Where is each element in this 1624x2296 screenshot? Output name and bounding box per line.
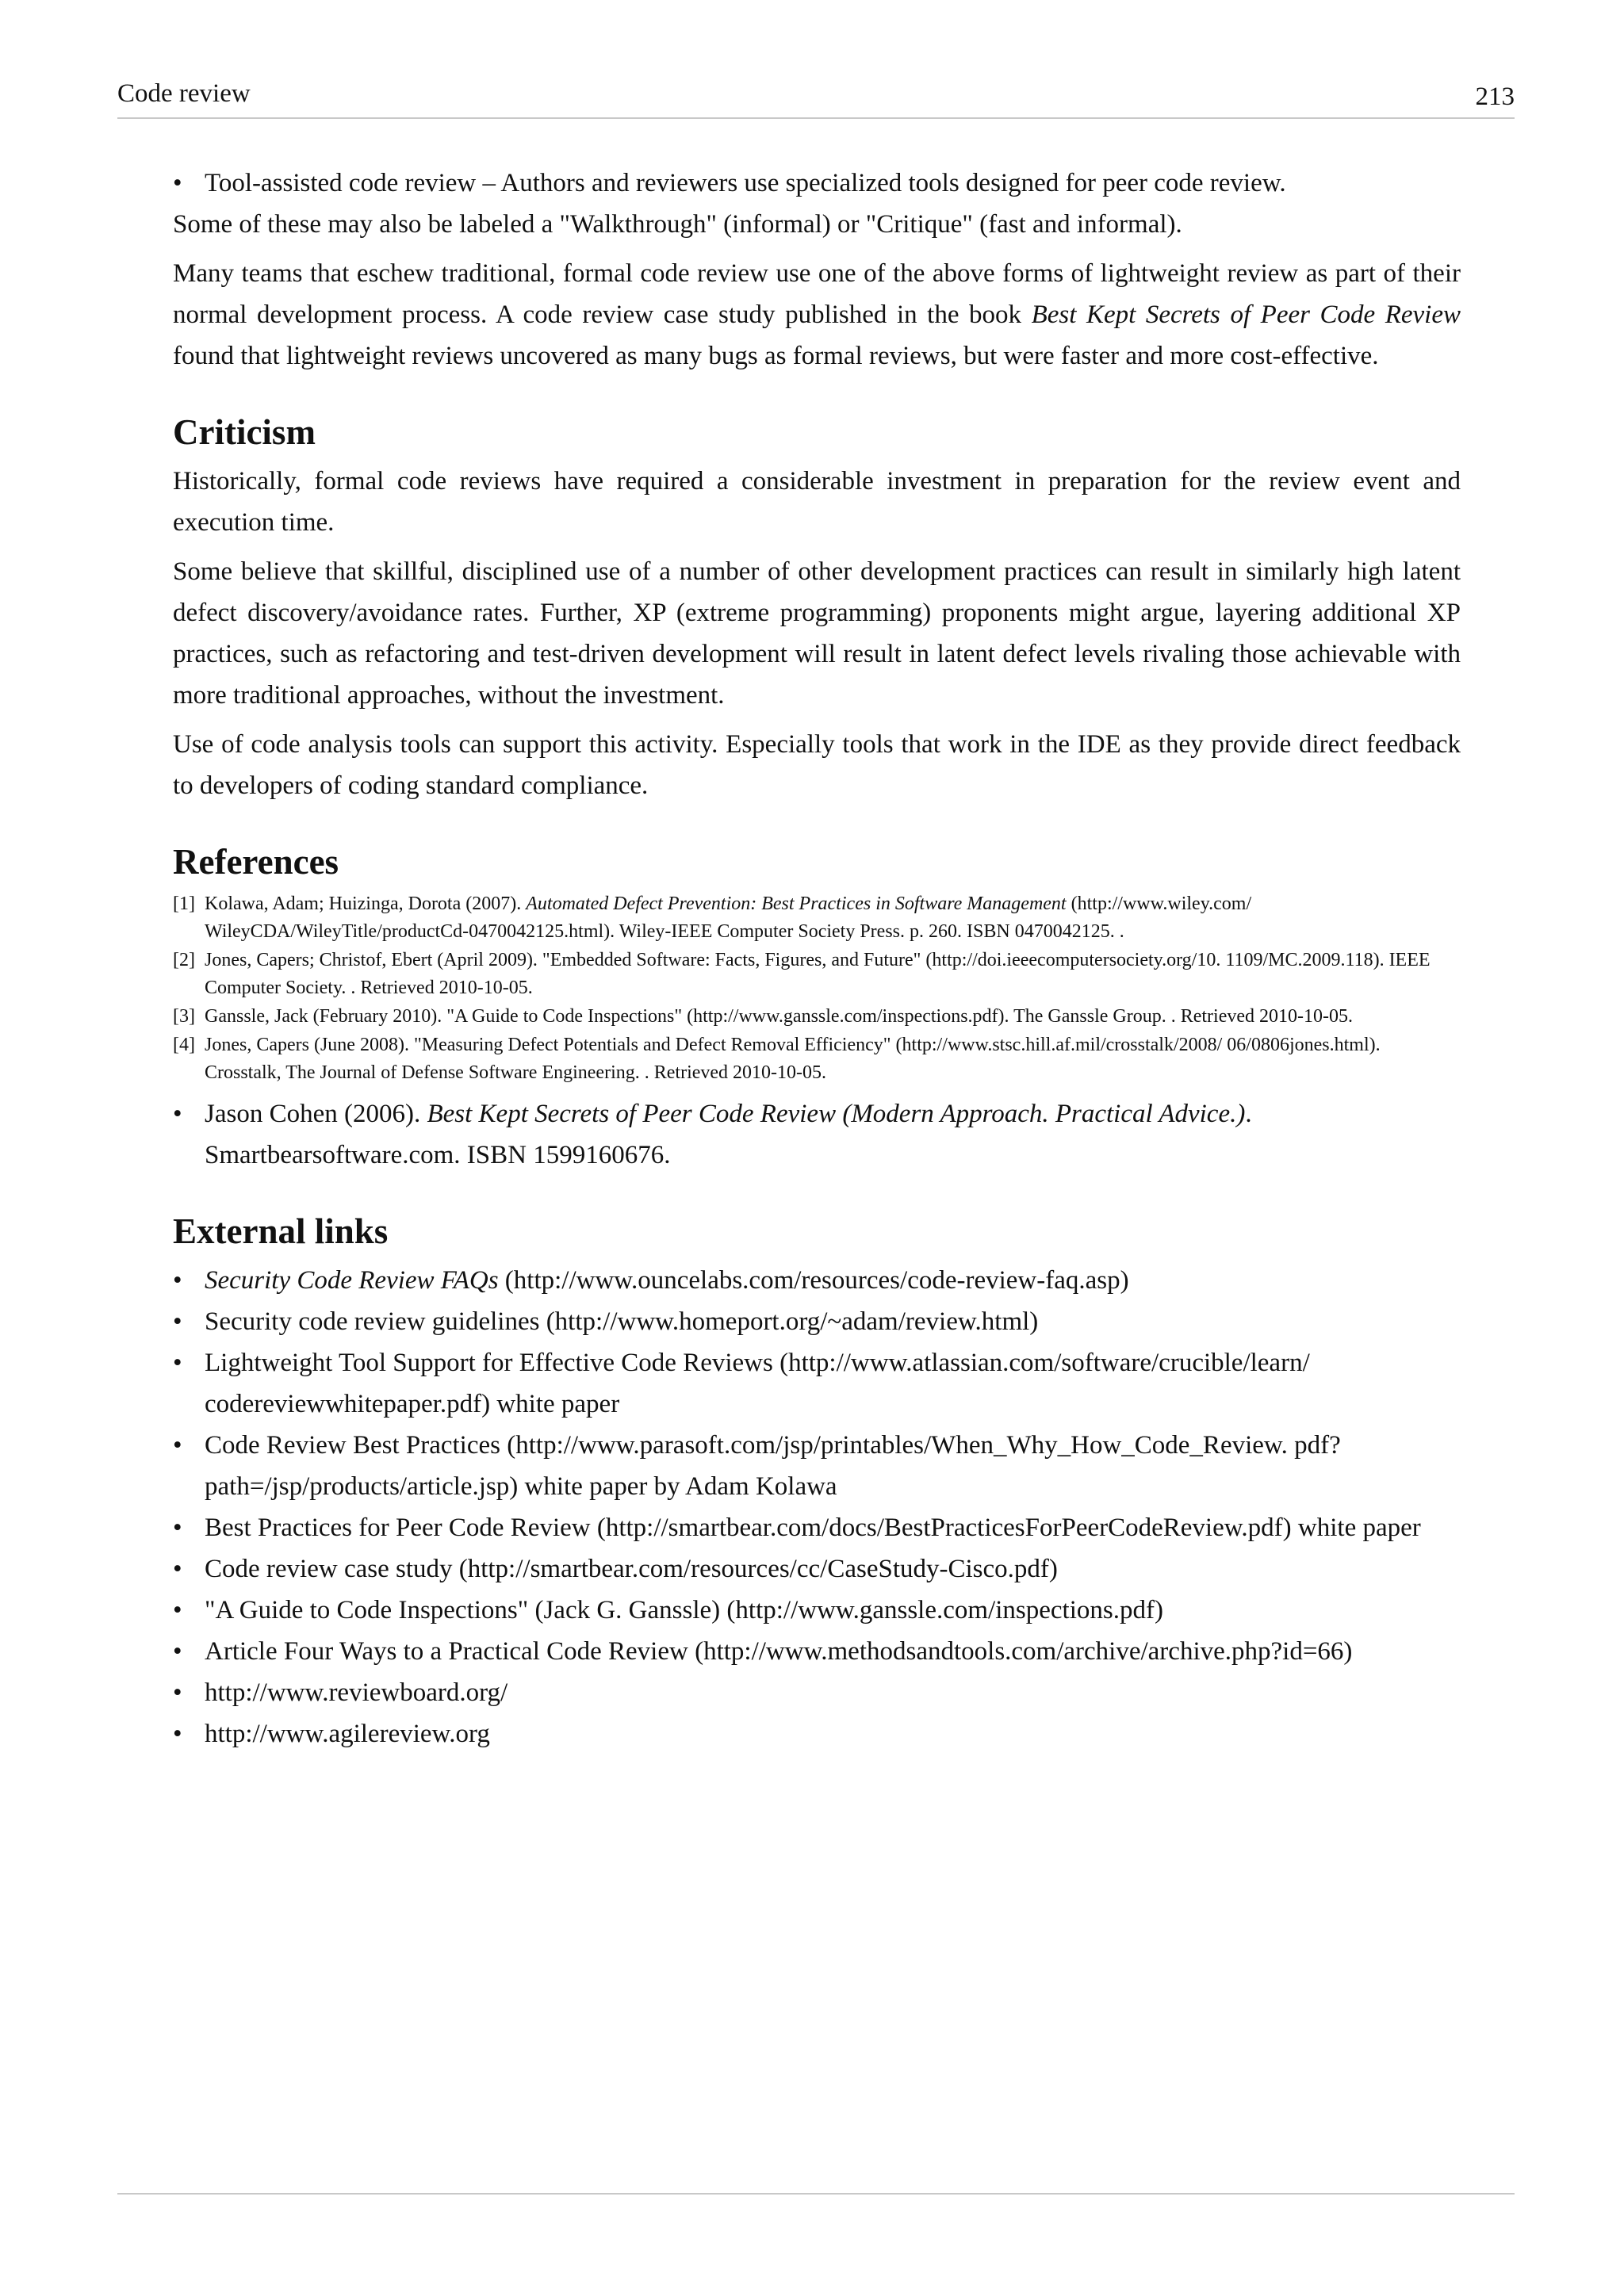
reference-item: [1] Kolawa, Adam; Huizinga, Dorota (2007). Automated Defect Prevention: Best Practices in Software Management (http://www.wiley.com/ WileyCDA/WileyTitle/productCd-0470042125.html). Wiley-IEEE Computer Society Press. p. 260. ISBN 0470042125. . (173, 894, 1252, 942)
intro-list (173, 163, 1461, 204)
references-list (173, 890, 1461, 1087)
running-title: Code review (117, 79, 251, 108)
reference-book-list (173, 1093, 1461, 1176)
external-link-item[interactable]: • Article Four Ways to a Practical Code Review (http://www.methodsandtools.com/archive/archive.php?id=66) (173, 1631, 1461, 1672)
book-title: Best Kept Secrets of Peer Code Review (1031, 300, 1461, 329)
list-item: • Jason Cohen (2006). Best Kept Secrets of Peer Code Review (Modern Approach. Practical Advice.). Smartbearsoftware.com. ISBN 1599160676. (173, 1093, 1461, 1176)
bullet-icon: • (173, 1555, 182, 1583)
bullet-icon: • (173, 1637, 182, 1666)
bullet-icon: • (173, 1307, 182, 1336)
bullet-icon: • (173, 1100, 182, 1128)
bullet-icon: • (173, 1596, 182, 1624)
external-link-item[interactable]: • http://www.agilereview.org (173, 1713, 1461, 1755)
bullet-icon: • (173, 1431, 182, 1460)
external-link-item[interactable]: • Security code review guidelines (http://www.homeport.org/~adam/review.html) (173, 1301, 1461, 1342)
page-header (117, 79, 1515, 119)
criticism-paragraph-3: Use of code analysis tools can support this activity. Especially tools that work in the IDE as they provide direct feedback to developers of coding standard compliance. (173, 730, 1461, 800)
section-heading-references: References (173, 842, 339, 882)
bullet-icon: • (173, 1720, 182, 1748)
external-link-item[interactable]: • Code Review Best Practices (http://www.parasoft.com/jsp/printables/When_Why_How_Code_Review. pdf?path=/jsp/products/article.jsp) white paper by Adam Kolawa (173, 1425, 1461, 1507)
page-number: 213 (1475, 82, 1515, 111)
intro-paragraph-2: Many teams that eschew traditional, formal code review use one of the above forms of lightweight review as part of their normal development process. A code review case study published in the book Best Kept Secrets of Peer Code Review found that lightweight reviews uncovered as many bugs as formal reviews, but were faster and more cost-effective. (173, 259, 1461, 370)
external-link-item[interactable]: • Security Code Review FAQs (http://www.ouncelabs.com/resources/code-review-faq.asp) (173, 1260, 1461, 1301)
article-body (173, 163, 1461, 1755)
bullet-icon: • (173, 1266, 182, 1295)
criticism-paragraph-1: Historically, formal code reviews have required a considerable investment in preparation for the review event and execution time. (173, 467, 1461, 537)
reference-item: [4] Jones, Capers (June 2008). "Measuring Defect Potentials and Defect Removal Efficiency" (http://www.stsc.hill.af.mil/crosstalk/2008/ 06/0806jones.html). Crosstalk, The Journal of Defense Software Engineering. . Retrieved 2010-10-05. (173, 1035, 1381, 1083)
criticism-paragraph-2: Some believe that skillful, disciplined use of a number of other development practices can result in similarly high latent defect discovery/avoidance rates. Further, XP (extreme programming) proponents might argue, layering additional XP practices, such as refactoring and test-driven development will result in latent defect levels rivaling those achievable with more traditional approaches, without the investment. (173, 557, 1461, 710)
bullet-icon: • (173, 169, 182, 197)
footer-rule (117, 2193, 1515, 2195)
external-link-item[interactable]: • Lightweight Tool Support for Effective Code Reviews (http://www.atlassian.com/software/crucible/learn/ codereviewwhitepaper.pdf) white paper (173, 1342, 1461, 1425)
external-link-item[interactable]: • http://www.reviewboard.org/ (173, 1672, 1461, 1713)
bullet-icon: • (173, 1513, 182, 1542)
external-link-item[interactable]: • Best Practices for Peer Code Review (http://smartbear.com/docs/BestPracticesForPeerCodeReview.pdf) white paper (173, 1507, 1461, 1548)
intro-paragraph-1: Some of these may also be labeled a "Walkthrough" (informal) or "Critique" (fast and informal). (173, 210, 1182, 239)
external-link-item[interactable]: • Code review case study (http://smartbear.com/resources/cc/CaseStudy-Cisco.pdf) (173, 1548, 1461, 1590)
reference-item: [3] Ganssle, Jack (February 2010). "A Guide to Code Inspections" (http://www.ganssle.com/inspections.pdf). The Ganssle Group. . Retrieved 2010-10-05. (173, 1006, 1353, 1027)
external-links-list (173, 1260, 1461, 1755)
bullet-icon: • (173, 1678, 182, 1707)
external-link-item[interactable]: • "A Guide to Code Inspections" (Jack G. Ganssle) (http://www.ganssle.com/inspections.pdf) (173, 1590, 1461, 1631)
section-heading-criticism: Criticism (173, 412, 316, 452)
section-heading-external-links: External links (173, 1211, 389, 1251)
bullet-icon: • (173, 1349, 182, 1377)
list-item: • Tool-assisted code review – Authors and reviewers use specialized tools designed for peer code review. (173, 163, 1461, 204)
reference-item: [2] Jones, Capers; Christof, Ebert (April 2009). "Embedded Software: Facts, Figures, and Future" (http://doi.ieeecomputersociety.org/10. 1109/MC.2009.118). IEEE Computer Society. . Retrieved 2010-10-05. (173, 950, 1431, 998)
